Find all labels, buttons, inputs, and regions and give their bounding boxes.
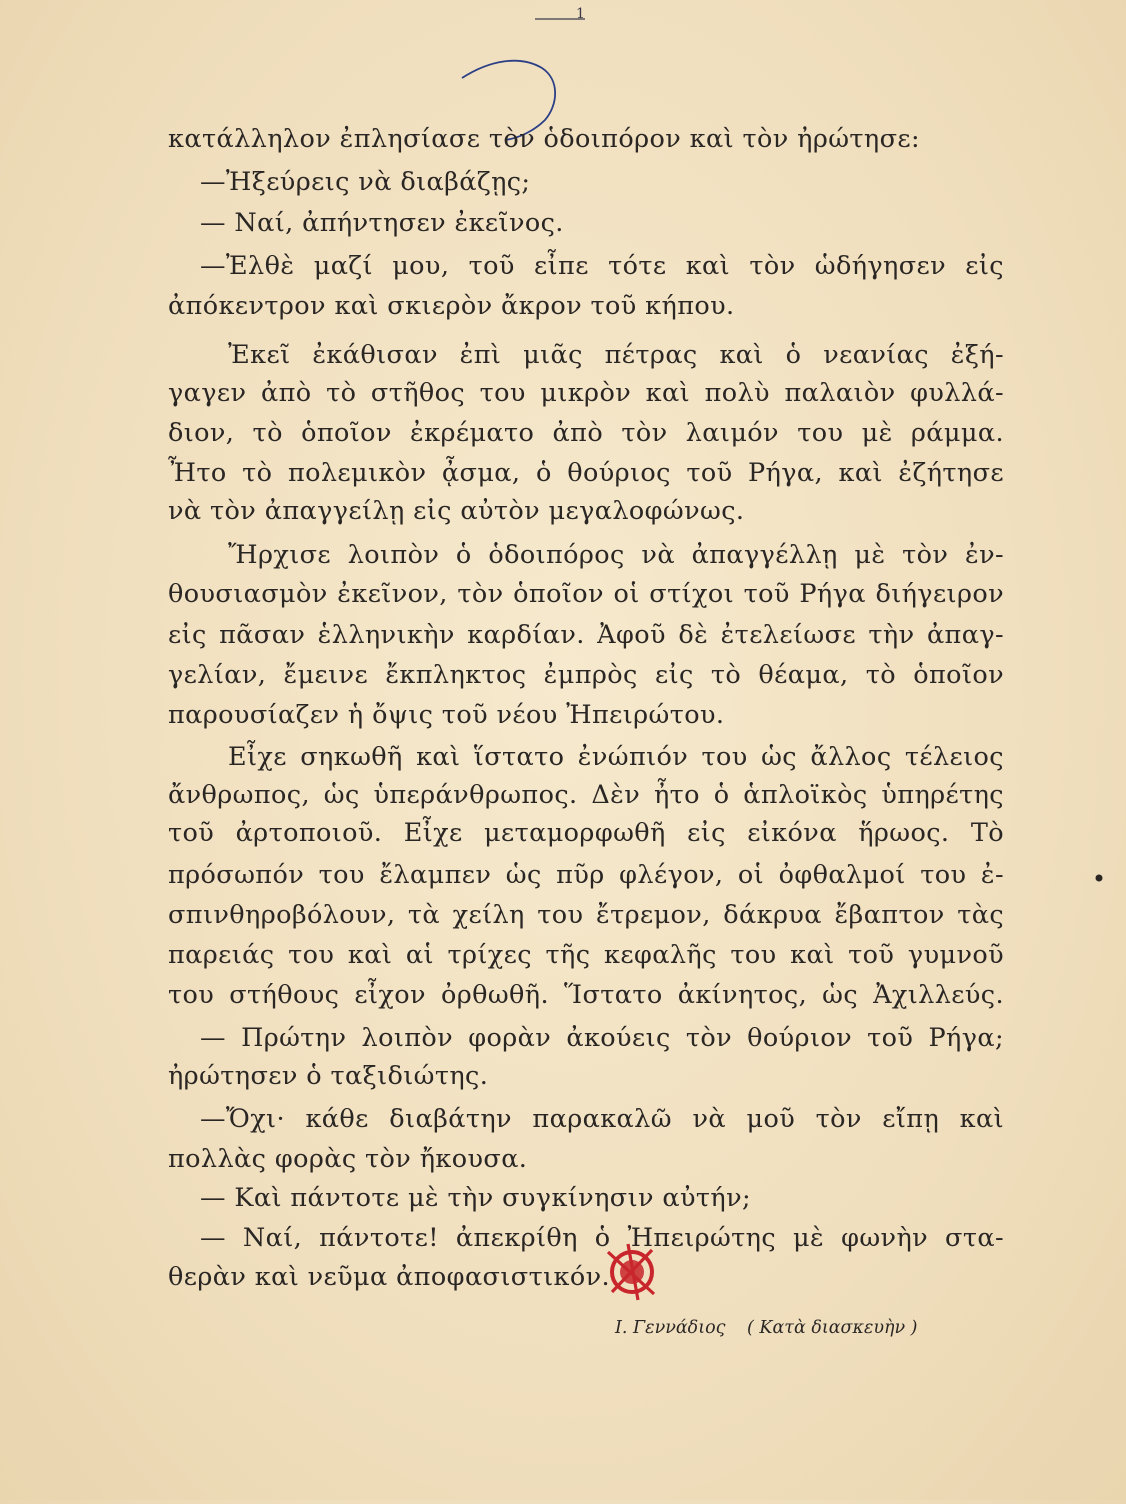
text-line: τοῦ ἀρτοποιοῦ. Εἶχε μεταμορφωθῆ εἰς εἰκόνα ἥρωος. Τὸ: [168, 818, 1004, 848]
text-line: γελίαν, ἔμεινε ἔκπληκτος ἐμπρὸς εἰς τὸ θέαμα, τὸ ὁποῖον: [168, 660, 1004, 690]
signature-author: Ι. Γεννάδιος: [615, 1318, 726, 1338]
text-line: — Πρώτην λοιπὸν φορὰν ἀκούεις τὸν θούριον τοῦ Ρήγα;: [200, 1023, 1004, 1053]
text-line: — Ναί, πάντοτε! ἀπεκρίθη ὁ Ἠπειρώτης μὲ φωνὴν στα-: [200, 1223, 1004, 1253]
text-line: Ἤρχισε λοιπὸν ὁ ὁδοιπόρος νὰ ἀπαγγέλλῃ μὲ τὸν ἐν-: [228, 540, 1004, 570]
text-line: γαγεν ἀπὸ τὸ στῆθος του μικρὸν καὶ πολὺ παλαιὸν φυλλά-: [168, 378, 1004, 408]
text-line: πρόσωπόν του ἔλαμπεν ὡς πῦρ φλέγον, οἱ ὀφθαλμοί του ἐ-: [168, 860, 1004, 890]
text-line: — Ναί, ἀπήντησεν ἐκεῖνος.: [200, 208, 564, 238]
text-line: εἰς πᾶσαν ἑλληνικὴν καρδίαν. Ἀφοῦ δὲ ἐτελείωσε τὴν ἀπαγ-: [168, 620, 1004, 650]
text-line: ἄνθρωπος, ὡς ὑπεράνθρωπος. Δὲν ἦτο ὁ ἁπλοϊκὸς ὑπηρέτης: [168, 780, 1004, 810]
text-line: σπινθηροβόλουν, τὰ χείλη του ἔτρεμον, δάκρυα ἔβαπτον τὰς: [168, 900, 1004, 930]
text-line: —Ἐλθὲ μαζί μου, τοῦ εἶπε τότε καὶ τὸν ὡδήγησεν εἰς: [200, 251, 1004, 281]
text-line: του στήθους εἶχον ὀρθωθῆ. Ἵστατο ἀκίνητος, ὡς Ἀχιλλεύς.: [168, 980, 1004, 1010]
text-line: θερὰν καὶ νεῦμα ἀποφασιστικόν.: [168, 1262, 610, 1292]
text-line: πολλὰς φορὰς τὸν ἤκουσα.: [168, 1144, 528, 1174]
signature: [615, 1318, 995, 1338]
text-line: παρειάς του καὶ αἱ τρίχες τῆς κεφαλῆς του καὶ τοῦ γυμνοῦ: [168, 940, 1004, 970]
text-line: Ἦτο τὸ πολεμικὸν ᾆσμα, ὁ θούριος τοῦ Ρήγα, καὶ ἐζήτησε: [168, 458, 1004, 488]
margin-dot: [1096, 875, 1103, 882]
text-line: Ἐκεῖ ἐκάθισαν ἐπὶ μιᾶς πέτρας καὶ ὁ νεανίας ἐξή-: [228, 340, 1004, 370]
text-line: —Ὄχι· κάθε διαβάτην παρακαλῶ νὰ μοῦ τὸν εἴπῃ καὶ: [200, 1104, 1004, 1134]
text-line: νὰ τὸν ἀπαγγείλῃ εἰς αὐτὸν μεγαλοφώνως.: [168, 496, 745, 526]
text-line: θουσιασμὸν ἐκεῖνον, τὸν ὁποῖον οἱ στίχοι τοῦ Ρήγα διήγειρον: [168, 579, 1004, 609]
text-line: ἀπόκεντρον καὶ σκιερὸν ἄκρον τοῦ κήπου.: [168, 291, 735, 321]
text-line: κατάλληλον ἐπλησίασε τὸν ὁδοιπόρον καὶ τὸν ἠρώτησε:: [168, 124, 921, 154]
text-line: διον, τὸ ὁποῖον ἐκρέματο ἀπὸ τὸν λαιμόν του μὲ ράμμα.: [168, 418, 1004, 448]
text-line: παρουσίαζεν ἡ ὄψις τοῦ νέου Ἠπειρώτου.: [168, 700, 725, 730]
text-line: Εἶχε σηκωθῆ καὶ ἵστατο ἐνώπιόν του ὡς ἄλλος τέλειος: [228, 742, 1004, 772]
signature-note: ( Κατὰ διασκευὴν ): [746, 1318, 918, 1338]
text-line: ἠρώτησεν ὁ ταξιδιώτης.: [168, 1061, 489, 1091]
text-line: —Ἠξεύρεις νὰ διαβάζῃς;: [200, 167, 531, 197]
text-line: — Καὶ πάντοτε μὲ τὴν συγκίνησιν αὐτήν;: [200, 1183, 751, 1213]
page-number: 1: [576, 6, 585, 22]
